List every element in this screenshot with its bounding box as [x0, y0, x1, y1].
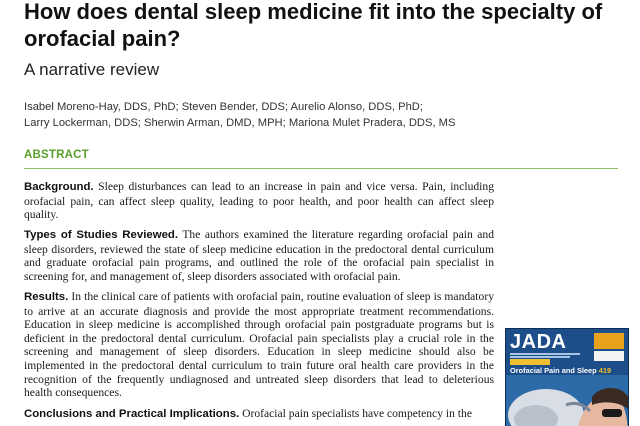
cover-issue-label: [510, 359, 550, 365]
authors-line-1: Isabel Moreno-Hay, DDS, PhD; Steven Bender, DDS; Aurelio Alonso, DDS, PhD;: [24, 101, 423, 113]
abstract-section-results: [24, 290, 494, 400]
section-text: The authors examined the literature regarding orofacial pain and sleep disorders, reviewed the state of sleep medicine education in the predoctoral dental curriculum and graduate orofacial pain programs, and outlined the role of the orofacial pain specialist in screening for, and management of, sleep disorders associated with orofacial pain.: [24, 228, 494, 283]
section-heading: Conclusions and Practical Implications.: [24, 408, 240, 420]
section-heading: Results.: [24, 291, 69, 303]
authors-line-2: Larry Lockerman, DDS; Sherwin Arman, DMD, MPH; Mariona Mulet Pradera, DDS, MS: [24, 117, 456, 129]
abstract-heading: ABSTRACT: [24, 149, 89, 161]
masthead-fine-print: [510, 352, 586, 358]
journal-masthead: JADA: [510, 331, 567, 353]
abstract-divider: [24, 168, 618, 169]
article-title: How does dental sleep medicine fit into the specialty of orofacial pain?: [24, 0, 603, 51]
section-heading: Background.: [24, 181, 94, 193]
article-subtitle: A narrative review: [24, 60, 160, 79]
section-text: Orofacial pain specialists have competency in the: [239, 407, 472, 420]
cover-corner-label: [594, 351, 624, 361]
issue-page-number: 419: [598, 366, 612, 375]
cover-issue-title: [510, 366, 611, 375]
cover-photo-sleeping-person: [506, 375, 628, 426]
abstract-section-conclusions: [24, 407, 494, 422]
cover-corner-tag: [594, 333, 624, 349]
section-text: Sleep disturbances can lead to an increase in pain and vice versa. Pain, including orofacial pain, can affect sleep quality, leading to poor health, and poor health can affect sleep quality.: [24, 180, 494, 222]
issue-title-text: Orofacial Pain and Sleep: [510, 366, 597, 375]
abstract-section-background: [24, 180, 494, 222]
author-list: [24, 99, 624, 131]
section-heading: Types of Studies Reviewed.: [24, 229, 179, 241]
abstract-section-studies: [24, 228, 494, 283]
journal-cover-image: [505, 328, 629, 426]
section-text: In the clinical care of patients with orofacial pain, routine evaluation of sleep is mandatory to arrive at an accurate diagnosis and provide the most appropriate treatment recommendations. Education in sleep medicine is accomplished through orofacial pain postgraduate programs but is deficient in the predoctoral dental curriculum. Orofacial pain specialists play a crucial role in the screening and management of sleep disorders. Education in sleep medicine should also be implemented in the predoctoral dental curriculum to train future oral health care providers in the recognition of the frequently undiagnosed and untreated sleep disorders that lead to deleterious health consequences.: [24, 290, 494, 400]
